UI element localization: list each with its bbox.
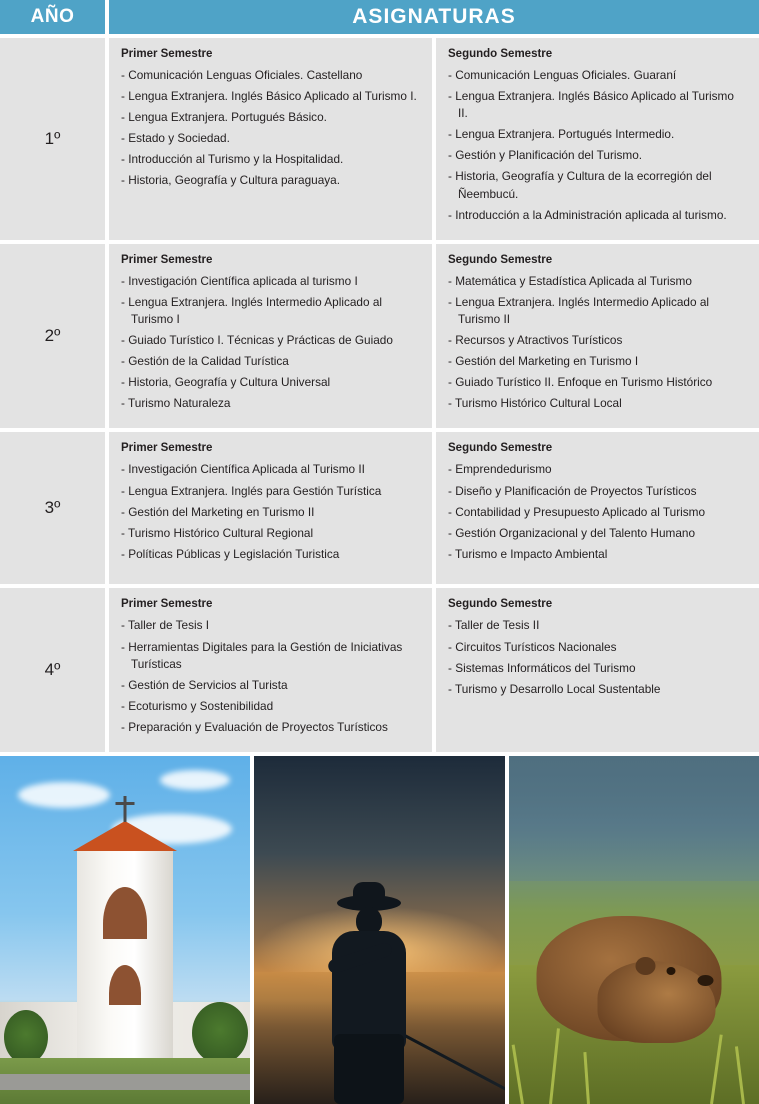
subject-list [448,67,747,224]
subject-item: - Historia, Geografía y Cultura de la ecorregión del Ñeembucú. [448,168,747,202]
subject-item: - Políticas Públicas y Legislación Turistica [121,546,420,563]
curriculum-grid [0,38,759,752]
subject-item: - Gestión Organizacional y del Talento Humano [448,525,747,542]
header-year-label: AÑO [0,0,105,34]
subject-item: - Lengua Extranjera. Inglés Básico Aplicado al Turismo II. [448,88,747,122]
subject-item: - Guiado Turístico II. Enfoque en Turismo Histórico [448,374,747,391]
subject-item: - Turismo Histórico Cultural Regional [121,525,420,542]
capybara-photo [509,756,759,1104]
subject-item: - Historia, Geografía y Cultura paraguaya. [121,172,420,189]
table-row [0,244,759,429]
subject-item: - Estado y Sociedad. [121,130,420,147]
capybara-nose [697,975,713,986]
subject-item: - Matemática y Estadística Aplicada al Turismo [448,273,747,290]
subject-item: - Emprendedurismo [448,461,747,478]
year-1-second-semester [436,38,759,240]
cloud-shape [18,782,110,808]
subject-item: - Introducción a la Administración aplicada al turismo. [448,207,747,224]
subject-item: - Lengua Extranjera. Inglés Intermedio Aplicado al Turismo I [121,294,420,328]
subject-item: - Lengua Extranjera. Inglés para Gestión Turística [121,483,420,500]
subject-list [448,617,747,697]
year-4-first-semester [109,588,432,752]
year-4-second-semester [436,588,759,752]
subject-item: - Investigación Científica aplicada al turismo I [121,273,420,290]
year-label-4: 4º [0,588,105,752]
subject-item: - Preparación y Evaluación de Proyectos Turísticos [121,719,420,736]
subject-item: - Comunicación Lenguas Oficiales. Guaraní [448,67,747,84]
subject-item: - Diseño y Planificación de Proyectos Turísticos [448,483,747,500]
subject-list [448,273,747,413]
year-1-first-semester [109,38,432,240]
year-label-2: 2º [0,244,105,429]
subject-item: - Gestión y Planificación del Turismo. [448,147,747,164]
subject-item: - Taller de Tesis I [121,617,420,634]
semester-title: Segundo Semestre [448,598,553,611]
year-label-3: 3º [0,432,105,584]
table-row [0,588,759,752]
church-tower [77,847,173,1062]
subject-item: - Gestión de la Calidad Turística [121,353,420,370]
subject-item: - Gestión del Marketing en Turismo I [448,353,747,370]
table-header [0,0,759,34]
photo-strip [0,756,759,1104]
subject-item: - Gestión del Marketing en Turismo II [121,504,420,521]
church-photo [0,756,250,1104]
river-area [509,756,759,881]
subject-item: - Comunicación Lenguas Oficiales. Castellano [121,67,420,84]
window-arch [109,965,141,1005]
tree-shape [4,1010,48,1064]
subject-list [121,67,420,190]
semester-title: Segundo Semestre [448,253,553,266]
capybara-head [597,961,715,1043]
semester-title: Segundo Semestre [448,442,553,455]
semester-title: Primer Semestre [121,598,213,611]
year-2-second-semester [436,244,759,429]
subject-item: - Turismo y Desarrollo Local Sustentable [448,681,747,698]
subject-item: - Lengua Extranjera. Inglés Intermedio Aplicado al Turismo II [448,294,747,328]
subject-item: - Guiado Turístico I. Técnicas y Prácticas de Guiado [121,332,420,349]
subject-list [121,273,420,413]
subject-item: - Lengua Extranjera. Inglés Básico Aplicado al Turismo I. [121,88,420,105]
subject-item: - Herramientas Digitales para la Gestión de Iniciativas Turísticas [121,639,420,673]
subject-item: - Gestión de Servicios al Turista [121,677,420,694]
fisherman-photo [254,756,504,1104]
fisherman-silhouette [313,889,425,1104]
tree-shape [192,1002,248,1064]
subject-item: - Turismo e Impacto Ambiental [448,546,747,563]
semester-title: Primer Semestre [121,442,213,455]
subject-item: - Ecoturismo y Sostenibilidad [121,698,420,715]
subject-item: - Taller de Tesis II [448,617,747,634]
subject-item: - Turismo Naturaleza [121,395,420,412]
semester-title: Primer Semestre [121,253,213,266]
subject-list [121,617,420,736]
bell-arch [103,887,147,939]
header-subjects-label: ASIGNATURAS [109,0,759,34]
subject-item: - Lengua Extranjera. Portugués Intermedio. [448,126,747,143]
subject-item: - Investigación Científica Aplicada al Turismo II [121,461,420,478]
subject-item: - Introducción al Turismo y la Hospitalidad. [121,151,420,168]
subject-item: - Turismo Histórico Cultural Local [448,395,747,412]
year-3-second-semester [436,432,759,584]
year-3-first-semester [109,432,432,584]
subject-item: - Lengua Extranjera. Portugués Básico. [121,109,420,126]
capybara-body [536,916,721,1041]
year-2-first-semester [109,244,432,429]
road-area [0,1074,250,1090]
year-label-1: 1º [0,38,105,240]
legs-shape [334,1034,404,1104]
table-row [0,432,759,584]
cloud-shape [160,770,230,790]
subject-list [448,461,747,562]
subject-item: - Circuitos Turísticos Nacionales [448,639,747,656]
subject-item: - Historia, Geografía y Cultura Universal [121,374,420,391]
subject-item: - Recursos y Atractivos Turísticos [448,332,747,349]
semester-title: Segundo Semestre [448,48,553,60]
subject-item: - Contabilidad y Presupuesto Aplicado al Turismo [448,504,747,521]
semester-title: Primer Semestre [121,48,213,60]
subject-item: - Sistemas Informáticos del Turismo [448,660,747,677]
subject-list [121,461,420,562]
cross-icon [124,796,127,822]
table-row [0,38,759,240]
